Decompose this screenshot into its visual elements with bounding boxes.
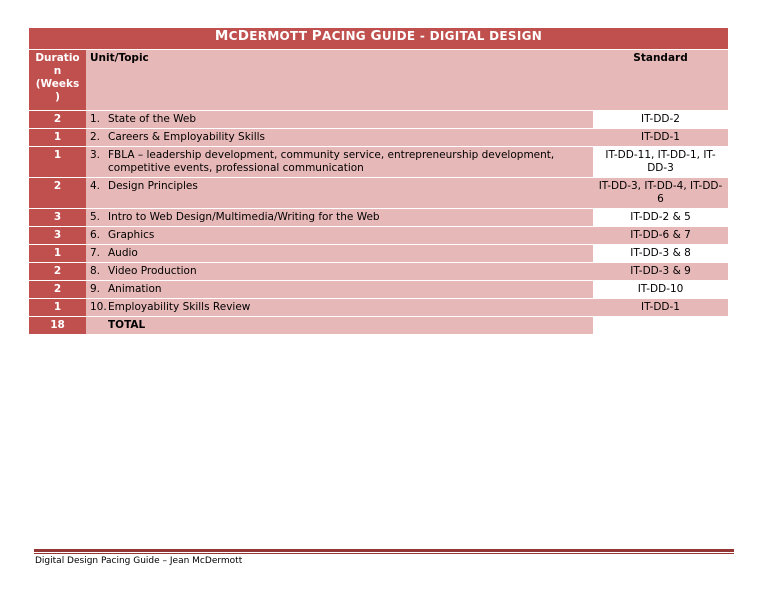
total-standard-empty — [593, 317, 728, 335]
total-weeks: 18 — [29, 317, 86, 335]
row-standard: IT-DD-2 & 5 — [593, 209, 728, 227]
row-topic: Employability Skills Review — [108, 301, 251, 313]
row-topic-cell — [86, 209, 593, 227]
row-number: 8. — [90, 265, 101, 277]
row-number: 4. — [90, 180, 101, 192]
row-topic-cell — [86, 227, 593, 245]
row-number: 10. — [90, 301, 107, 313]
title-letter-g: G — [370, 28, 382, 44]
row-standard: IT-DD-11, IT-DD-1, IT-DD-3 — [593, 147, 728, 178]
row-standard: IT-DD-1 — [593, 299, 728, 317]
title-letter-m: M — [214, 28, 229, 44]
row-standard: IT-DD-3 & 8 — [593, 245, 728, 263]
header-topic: Unit/Topic — [86, 50, 593, 111]
row-topic-cell — [86, 263, 593, 281]
footer-rule-thin — [34, 553, 734, 554]
row-standard: IT-DD-2 — [593, 111, 728, 129]
row-topic: State of the Web — [108, 113, 197, 125]
row-topic: FBLA – leadership development, community service, entrepreneurship development, competitive events, professional communication — [108, 149, 555, 174]
row-number: 6. — [90, 229, 101, 241]
row-topic-cell — [86, 111, 593, 129]
row-weeks: 1 — [29, 245, 86, 263]
row-topic: Audio — [108, 247, 138, 259]
title-letter-p: P — [311, 28, 322, 44]
total-label: TOTAL — [108, 319, 146, 331]
footer-rule — [34, 549, 734, 552]
header-standard: Standard — [593, 50, 728, 111]
row-topic-cell — [86, 299, 593, 317]
row-number: 9. — [90, 283, 101, 295]
row-topic-cell — [86, 178, 593, 209]
header-row — [29, 50, 728, 111]
row-topic: Animation — [108, 283, 162, 295]
row-number: 1. — [90, 113, 101, 125]
row-standard: IT-DD-6 & 7 — [593, 227, 728, 245]
pacing-guide-table — [29, 28, 728, 335]
total-row — [29, 317, 728, 335]
row-weeks: 2 — [29, 263, 86, 281]
row-number: 5. — [90, 211, 101, 223]
row-number: 7. — [90, 247, 101, 259]
row-number: 2. — [90, 131, 101, 143]
row-topic: Intro to Web Design/Multimedia/Writing for the Web — [108, 211, 380, 223]
table-row — [29, 147, 728, 178]
row-weeks: 3 — [29, 209, 86, 227]
row-topic-cell — [86, 281, 593, 299]
row-weeks: 2 — [29, 111, 86, 129]
row-topic-cell — [86, 245, 593, 263]
table-row — [29, 209, 728, 227]
row-weeks: 3 — [29, 227, 86, 245]
row-standard: IT-DD-10 — [593, 281, 728, 299]
row-topic: Design Principles — [108, 180, 198, 192]
title-part-acing: ACING — [322, 29, 371, 43]
header-duration: Duratio n (Weeks ) — [29, 50, 86, 111]
table-title — [29, 28, 728, 50]
table-body — [29, 111, 728, 317]
row-topic: Graphics — [108, 229, 155, 241]
table-row — [29, 227, 728, 245]
row-weeks: 2 — [29, 281, 86, 299]
row-standard: IT-DD-3, IT-DD-4, IT-DD-6 — [593, 178, 728, 209]
table-row — [29, 178, 728, 209]
row-weeks: 1 — [29, 299, 86, 317]
title-part-uide: UIDE - DIGITAL DESIGN — [381, 29, 543, 43]
row-weeks: 2 — [29, 178, 86, 209]
title-letter-c: C — [228, 29, 238, 43]
table-row — [29, 263, 728, 281]
row-topic: Video Production — [108, 265, 197, 277]
table-row — [29, 129, 728, 147]
table-row — [29, 281, 728, 299]
table-row — [29, 299, 728, 317]
row-standard: IT-DD-3 & 9 — [593, 263, 728, 281]
row-topic: Careers & Employability Skills — [108, 131, 265, 143]
table-title-row — [29, 28, 728, 50]
table-row — [29, 245, 728, 263]
row-weeks: 1 — [29, 129, 86, 147]
row-weeks: 1 — [29, 147, 86, 178]
title-part-ermott: ERMOTT — [249, 29, 312, 43]
row-standard: IT-DD-1 — [593, 129, 728, 147]
row-topic-cell — [86, 147, 593, 178]
title-letter-d: D — [237, 28, 250, 44]
table-row — [29, 111, 728, 129]
row-topic-cell — [86, 129, 593, 147]
row-number: 3. — [90, 149, 101, 161]
footer-text: Digital Design Pacing Guide – Jean McDermott — [35, 556, 243, 566]
total-label-cell — [86, 317, 593, 335]
